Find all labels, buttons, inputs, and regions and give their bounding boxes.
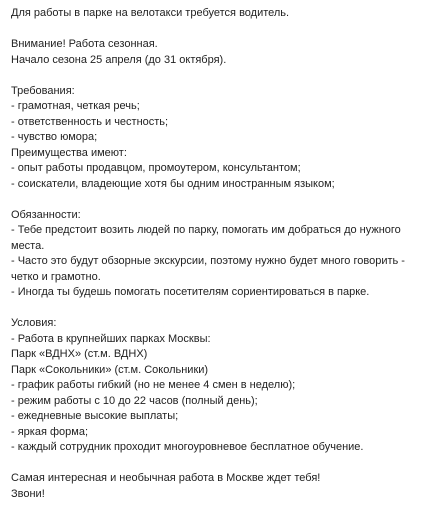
conditions-line: - Работа в крупнейших парках Москвы: (11, 332, 211, 345)
season-line: Начало сезона 25 апреля (до 31 октября). (11, 53, 227, 66)
conditions-heading: Условия: (11, 317, 57, 329)
advantages-heading: Преимущества имеют: (11, 146, 127, 159)
list-item: - грамотная, четкая речь; (11, 100, 140, 112)
conditions-line: Парк «Сокольники» (ст.м. Сокольники) (11, 363, 209, 376)
duties-line: места. (11, 239, 45, 252)
conditions-line: - график работы гибкий (но не менее 4 смен в неделю); (11, 379, 296, 391)
notice-line: Внимание! Работа сезонная. (11, 38, 158, 50)
spacer (11, 192, 417, 208)
conditions-line: - каждый сотрудник проходит многоуровневое бесплатное обучение. (11, 441, 364, 453)
list-item: - соискатели, владеющие хотя бы одним иностранным языком; (11, 177, 335, 190)
duties-line: - Часто это будут обзорные экскурсии, поэтому нужно будет много говорить - (11, 255, 405, 267)
requirements-heading: Требования: (11, 84, 75, 97)
duties-heading: Обязанности: (11, 208, 81, 221)
conditions-line: - режим работы с 10 до 22 часов (полный день); (11, 394, 258, 407)
post-text (11, 6, 417, 502)
conditions-line: Парк «ВДНХ» (ст.м. ВДНХ) (11, 348, 148, 360)
duties-line: - Иногда ты будешь помогать посетителям сориентироваться в парке. (11, 286, 370, 298)
call-line: Звони! (11, 487, 45, 500)
spacer (11, 301, 417, 317)
spacer (11, 68, 417, 84)
spacer (11, 456, 417, 472)
conditions-line: - яркая форма; (11, 425, 88, 438)
duties-line: - Тебе предстоит возить людей по парку, помогать им добраться до нужного (11, 224, 401, 236)
intro-line: Для работы в парке на велотакси требуется водитель. (11, 7, 290, 19)
list-item: - опыт работы продавцом, промоутером, консультантом; (11, 162, 301, 174)
duties-line: четко и грамотно. (11, 270, 101, 283)
closing-line: Самая интересная и необычная работа в Москве ждет тебя! (11, 472, 321, 484)
list-item: - ответственность и честность; (11, 115, 169, 128)
spacer (11, 22, 417, 38)
conditions-line: - ежедневные высокие выплаты; (11, 410, 179, 422)
list-item: - чувство юмора; (11, 131, 98, 143)
